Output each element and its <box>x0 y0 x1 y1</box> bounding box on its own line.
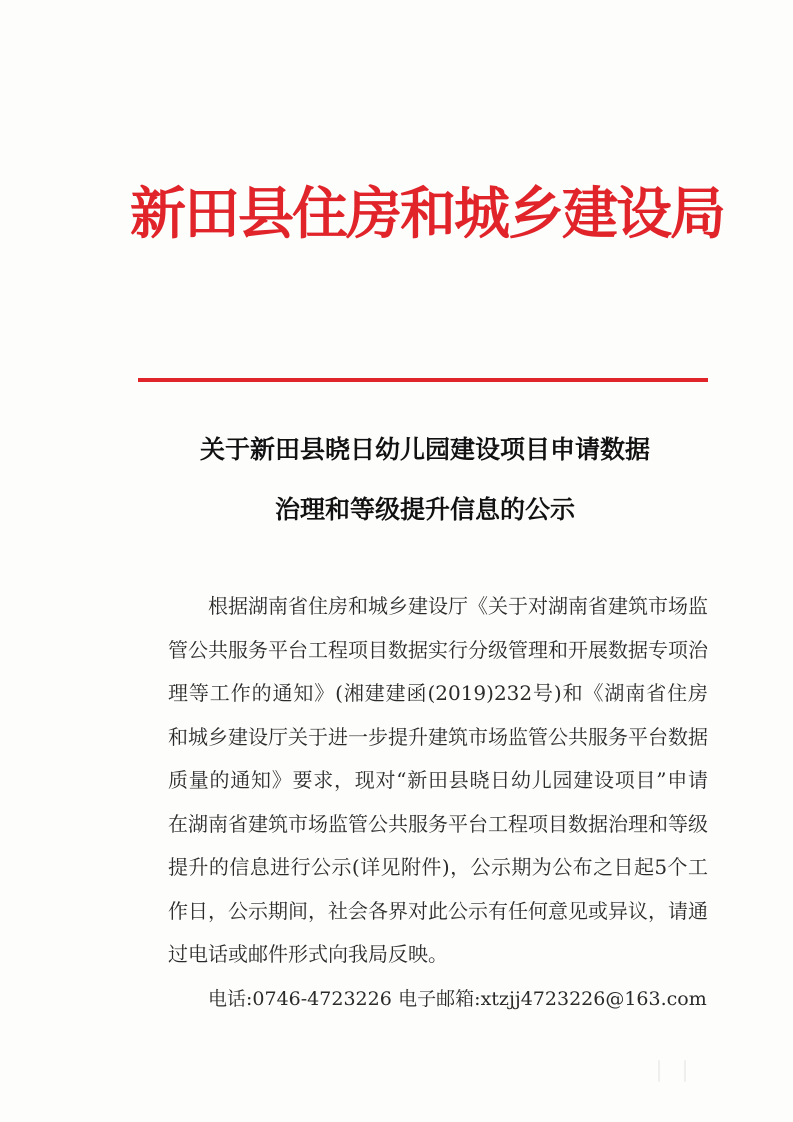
document-title <box>120 420 730 540</box>
scan-mark <box>658 1060 660 1082</box>
email-address: xtzjj4723226@163.com <box>480 987 707 1010</box>
email-label: 电子邮箱: <box>398 987 481 1010</box>
scan-mark <box>684 1060 686 1082</box>
body-paragraph: 根据湖南省住房和城乡建设厅《关于对湖南省建筑市场监管公共服务平台工程项目数据实行分级管理和开展数据专项治理等工作的通知》(湘建建函(2019)232号)和《湖南省住房和城乡建设厅关于进一步提升建筑市场监管公共服务平台数据质量的通知》要求，现对“新田县晓日幼儿园建设项目”申请在湖南省建筑市场监管公共服务平台工程项目数据治理和等级提升的信息进行公示(详见附件)，公示期为公布之日起5个工作日，公示期间，社会各界对此公示有任何意见或异议，请通过电话或邮件形式向我局反映。 <box>168 594 708 966</box>
red-divider-line <box>138 378 708 382</box>
agency-header: 新田县住房和城乡建设局 <box>130 181 724 247</box>
contact-line <box>168 977 708 1022</box>
document-body <box>168 585 708 1021</box>
title-line-1: 关于新田县晓日幼儿园建设项目申请数据 <box>199 435 650 464</box>
phone-number: 0746-4723226 <box>252 987 392 1010</box>
phone-label: 电话: <box>208 987 253 1010</box>
title-line-2: 治理和等级提升信息的公示 <box>274 495 575 524</box>
